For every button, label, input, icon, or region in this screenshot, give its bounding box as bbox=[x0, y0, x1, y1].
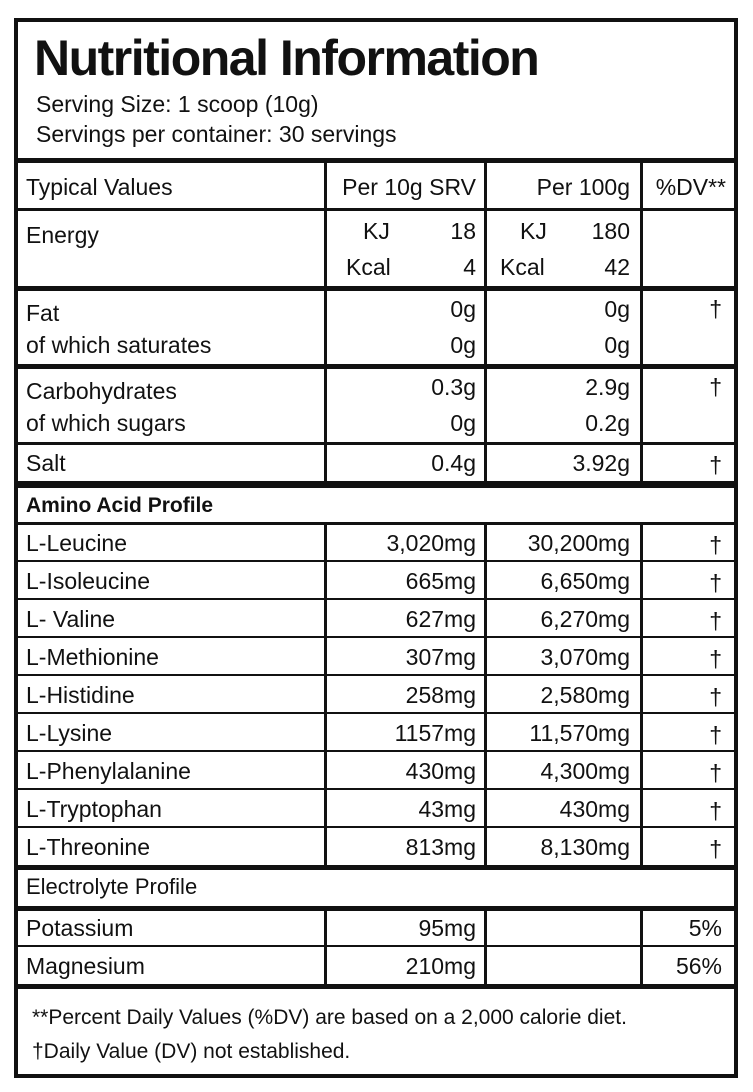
saturates-per100: 0g bbox=[604, 332, 630, 358]
energy-kj-100g: 180 bbox=[591, 218, 630, 244]
fat-dv: † bbox=[709, 296, 722, 322]
saturates-serving: 0g bbox=[450, 332, 476, 358]
amino-name: L-Leucine bbox=[26, 530, 128, 556]
saturates-label: of which saturates bbox=[26, 332, 212, 358]
rule bbox=[18, 674, 734, 676]
carbs-serving: 0.3g bbox=[431, 374, 476, 400]
amino-per100: 11,570mg bbox=[529, 720, 630, 746]
energy-kj-serving: 18 bbox=[450, 218, 476, 244]
col-header-dv: %DV** bbox=[655, 174, 726, 200]
electrolyte-dv: 5% bbox=[688, 915, 722, 941]
energy-kj-unit: KJ bbox=[363, 218, 390, 244]
amino-per100: 8,130mg bbox=[540, 834, 630, 860]
amino-serving: 307mg bbox=[405, 644, 476, 670]
amino-dv: † bbox=[709, 608, 722, 634]
footnote-dv-basis: **Percent Daily Values (%DV) are based on a 2,000 calorie diet. bbox=[32, 1006, 627, 1029]
fat-label: Fat bbox=[26, 300, 60, 326]
carbs-dv: † bbox=[709, 374, 722, 400]
servings-per-container: Servings per container: 30 servings bbox=[36, 121, 397, 147]
amino-per100: 6,270mg bbox=[540, 606, 630, 632]
rule-thick bbox=[18, 906, 734, 911]
rule bbox=[18, 712, 734, 714]
energy-kcal-100g: 42 bbox=[604, 254, 630, 280]
col-divider bbox=[484, 522, 487, 867]
amino-serving: 43mg bbox=[418, 796, 476, 822]
amino-per100: 30,200mg bbox=[527, 530, 630, 556]
amino-dv: † bbox=[709, 684, 722, 710]
amino-serving: 430mg bbox=[405, 758, 476, 784]
energy-label: Energy bbox=[26, 222, 99, 248]
rule bbox=[18, 788, 734, 790]
rule bbox=[18, 826, 734, 828]
rule-thick bbox=[18, 984, 734, 989]
amino-dv: † bbox=[709, 760, 722, 786]
amino-per100: 6,650mg bbox=[540, 568, 630, 594]
rule-thick bbox=[18, 481, 734, 488]
rule bbox=[18, 945, 734, 947]
amino-heading: Amino Acid Profile bbox=[26, 494, 214, 517]
amino-dv: † bbox=[709, 722, 722, 748]
amino-dv: † bbox=[709, 570, 722, 596]
amino-per100: 2,580mg bbox=[540, 682, 630, 708]
amino-per100: 4,300mg bbox=[540, 758, 630, 784]
rule-thick bbox=[18, 865, 734, 870]
fat-serving: 0g bbox=[450, 296, 476, 322]
amino-dv: † bbox=[709, 532, 722, 558]
amino-per100: 430mg bbox=[559, 796, 630, 822]
amino-serving: 258mg bbox=[405, 682, 476, 708]
carbs-label: Carbohydrates bbox=[26, 378, 177, 404]
col-divider bbox=[484, 158, 487, 484]
amino-name: L-Tryptophan bbox=[26, 796, 162, 822]
amino-per100: 3,070mg bbox=[540, 644, 630, 670]
col-divider bbox=[324, 158, 327, 484]
amino-serving: 1157mg bbox=[394, 720, 476, 746]
energy-kcal-serving: 4 bbox=[463, 254, 476, 280]
amino-name: L-Histidine bbox=[26, 682, 135, 708]
rule bbox=[18, 522, 734, 525]
col-divider bbox=[640, 158, 643, 484]
electrolyte-serving: 95mg bbox=[418, 915, 476, 941]
salt-label: Salt bbox=[26, 450, 66, 476]
carbs-per100: 2.9g bbox=[585, 374, 630, 400]
energy-kj-unit-100g: KJ bbox=[520, 218, 547, 244]
amino-serving: 813mg bbox=[405, 834, 476, 860]
amino-serving: 3,020mg bbox=[386, 530, 476, 556]
amino-dv: † bbox=[709, 836, 722, 862]
electrolyte-serving: 210mg bbox=[405, 953, 476, 979]
sugars-label: of which sugars bbox=[26, 410, 186, 436]
rule bbox=[18, 750, 734, 752]
sugars-serving: 0g bbox=[450, 410, 476, 436]
amino-serving: 665mg bbox=[405, 568, 476, 594]
amino-name: L-Methionine bbox=[26, 644, 159, 670]
energy-kcal-unit: Kcal bbox=[346, 254, 391, 280]
electrolyte-name: Potassium bbox=[26, 915, 134, 941]
amino-dv: † bbox=[709, 646, 722, 672]
rule bbox=[18, 442, 734, 445]
col-header-per-100g: Per 100g bbox=[536, 174, 630, 200]
amino-name: L-Threonine bbox=[26, 834, 151, 860]
electrolyte-name: Magnesium bbox=[26, 953, 145, 979]
electrolyte-heading: Electrolyte Profile bbox=[26, 874, 198, 899]
rule bbox=[18, 598, 734, 600]
rule-thick bbox=[18, 364, 734, 369]
col-divider bbox=[640, 906, 643, 986]
col-header-per-serving: Per 10g SRV bbox=[342, 174, 476, 200]
col-divider bbox=[484, 906, 487, 986]
amino-dv: † bbox=[709, 798, 722, 824]
amino-name: L-Lysine bbox=[26, 720, 113, 746]
salt-serving: 0.4g bbox=[431, 450, 476, 476]
amino-name: L- Valine bbox=[26, 606, 116, 632]
col-header-typical: Typical Values bbox=[26, 174, 173, 200]
salt-dv: † bbox=[709, 452, 722, 478]
footnote-dv-not-established: †Daily Value (DV) not established. bbox=[32, 1040, 351, 1063]
energy-kcal-unit-100g: Kcal bbox=[500, 254, 545, 280]
rule-thick bbox=[18, 286, 734, 291]
label-title: Nutritional Information bbox=[34, 30, 539, 86]
amino-serving: 627mg bbox=[405, 606, 476, 632]
electrolyte-dv: 56% bbox=[675, 953, 722, 979]
rule bbox=[18, 560, 734, 562]
col-divider bbox=[324, 522, 327, 867]
amino-name: L-Isoleucine bbox=[26, 568, 151, 594]
col-divider bbox=[324, 906, 327, 986]
rule bbox=[18, 636, 734, 638]
fat-per100: 0g bbox=[604, 296, 630, 322]
sugars-per100: 0.2g bbox=[585, 410, 630, 436]
amino-name: L-Phenylalanine bbox=[26, 758, 191, 784]
salt-per100: 3.92g bbox=[572, 450, 630, 476]
rule bbox=[18, 208, 734, 211]
rule-thick bbox=[18, 158, 734, 163]
serving-size: Serving Size: 1 scoop (10g) bbox=[36, 91, 319, 117]
nutrition-label bbox=[14, 18, 738, 1078]
col-divider bbox=[640, 522, 643, 867]
